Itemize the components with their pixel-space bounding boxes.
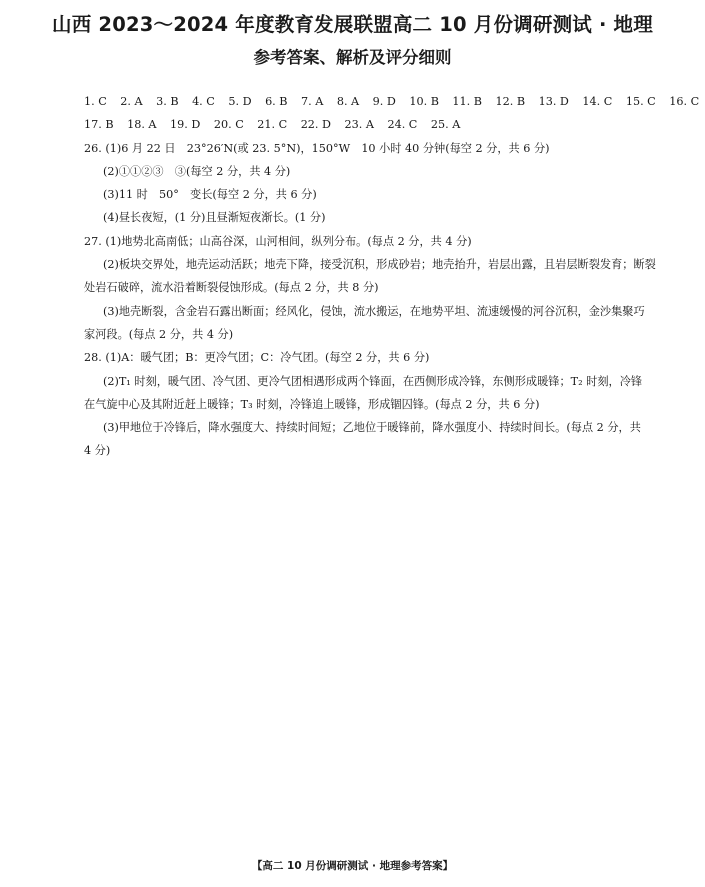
- mc-answer: 2. A: [120, 95, 143, 108]
- mc-answer: 24. C: [387, 118, 418, 132]
- mc-answer: 23. A: [344, 118, 374, 132]
- document-title: 山西 2023～2024 年度教育发展联盟高二 10 月份调研测试 · 地理: [52, 13, 653, 36]
- mc-answer: 25. A: [430, 118, 461, 132]
- mc-answer: 3. B: [156, 95, 179, 108]
- q28-part2-line1: (2)T₁ 时刻，暖气团、冷气团、更冷气团相遇形成两个锋面，在西侧形成冷锋，东侧形成暖锋；T₂ 时刻，冷锋: [103, 374, 643, 388]
- q26-part3: (3)11 时 50° 变长(每空 2 分，共 6 分): [103, 188, 317, 202]
- q27-part3-line1: (3)地壳断裂，含金岩石露出断面；经风化，侵蚀，流水搬运，在地势平坦、流速缓慢的河谷沉积，金沙集聚巧: [103, 304, 645, 318]
- mc-answer: 5. D: [228, 95, 252, 108]
- q27-part1: 27. (1)地势北高南低；山高谷深，山河相间，纵列分布。(每点 2 分，共 4 分): [84, 234, 472, 248]
- answer-body: [84, 90, 700, 463]
- q26-part4: (4)昼长夜短，(1 分)且昼渐短夜渐长。(1 分): [103, 211, 326, 225]
- q28-part2-line2: 在气旋中心及其附近赶上暖锋；T₃ 时刻，冷锋追上暖锋，形成锢囚锋。(每点 2 分，共 6 分): [84, 397, 540, 411]
- mc-answer: 6. B: [265, 95, 288, 108]
- mc-answer: 4. C: [192, 95, 215, 108]
- page-footer: 【高二 10 月份调研测试 · 地理参考答案】: [251, 860, 454, 872]
- q26-part2: (2)①①②③ ③(每空 2 分，共 4 分): [103, 164, 291, 178]
- mc-answer: 12. B: [495, 95, 526, 108]
- q28-part1: 28. (1)A：暖气团；B：更冷气团；C：冷气团。(每空 2 分，共 6 分): [84, 351, 430, 365]
- mc-answer: 13. D: [538, 95, 569, 108]
- mc-answer: 15. C: [625, 95, 656, 108]
- q28-part3-line1: (3)甲地位于冷锋后，降水强度大、持续时间短；乙地位于暖锋前，降水强度小、持续时间长。(每点 2 分，共: [103, 421, 641, 435]
- mc-answer: 14. C: [582, 95, 613, 108]
- mc-answers-row-1: [84, 90, 700, 113]
- q26-part1: 26. (1)6 月 22 日 23°26′N(或 23. 5°N)，150°W 10 小时 40 分钟(每空 2 分，共 6 分): [84, 141, 550, 155]
- mc-answers-row-2: [84, 113, 654, 136]
- mc-answer: 17. B: [84, 118, 114, 132]
- mc-answer: 7. A: [301, 95, 324, 108]
- mc-answer: 10. B: [409, 95, 439, 108]
- mc-answer: 20. C: [213, 118, 244, 132]
- q27-part2-line2: 处岩石破碎，流水沿着断裂侵蚀形成。(每点 2 分，共 8 分): [84, 281, 379, 295]
- mc-answer: 9. D: [372, 95, 396, 108]
- document-subtitle: 参考答案、解析及评分细则: [253, 48, 452, 67]
- mc-answer: 19. D: [170, 118, 201, 132]
- q27-part3-line2: 家河段。(每点 2 分，共 4 分): [84, 327, 234, 341]
- q27-part2-line1: (2)板块交界处，地壳运动活跃；地壳下降，接受沉积，形成砂岩；地壳抬升，岩层出露，且岩层断裂发育；断裂: [103, 258, 656, 272]
- mc-answer: 1. C: [84, 95, 107, 108]
- mc-answer: 8. A: [336, 95, 360, 108]
- mc-answer: 18. A: [127, 118, 157, 132]
- mc-answer: 22. D: [300, 118, 332, 132]
- q28-part3-line2: 4 分): [84, 444, 111, 458]
- mc-answer: 16. C: [669, 95, 700, 108]
- mc-answer: 11. B: [452, 95, 482, 108]
- mc-answer: 21. C: [257, 118, 288, 132]
